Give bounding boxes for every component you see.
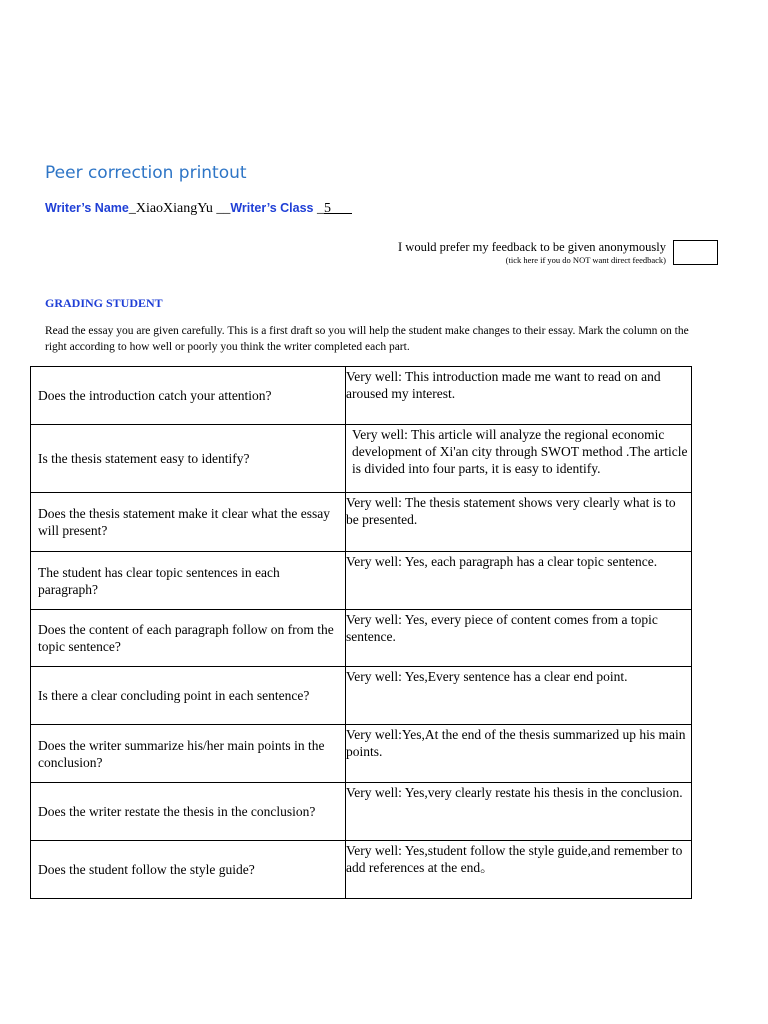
writer-name-label: Writer’s Name xyxy=(45,201,129,215)
writer-class-value: 5 xyxy=(324,201,352,216)
grading-table xyxy=(30,366,692,899)
question-cell: Does the introduction catch your attention? xyxy=(31,367,346,425)
anonymous-preference xyxy=(398,240,666,266)
question-cell: Is there a clear concluding point in each sentence? xyxy=(31,667,346,725)
question-cell: Is the thesis statement easy to identify? xyxy=(31,425,346,493)
table-row xyxy=(31,783,692,841)
page-title: Peer correction printout xyxy=(45,163,247,183)
question-cell: The student has clear topic sentences in each paragraph? xyxy=(31,552,346,610)
answer-cell[interactable]: Very well: This article will analyze the regional economic development of Xi'an city through SWOT method .The article is divided into four parts, it is easy to identify. xyxy=(346,425,692,493)
table-row xyxy=(31,425,692,493)
answer-cell[interactable]: Very well: Yes,student follow the style guide,and remember to add references at the end。 xyxy=(346,841,692,899)
table-row xyxy=(31,610,692,667)
answer-cell[interactable]: Very well:Yes,At the end of the thesis summarized up his main points. xyxy=(346,725,692,783)
writer-name-value: XiaoXiangYu xyxy=(135,201,217,216)
answer-cell[interactable]: Very well: Yes, every piece of content comes from a topic sentence. xyxy=(346,610,692,667)
question-cell: Does the content of each paragraph follow on from the topic sentence? xyxy=(31,610,346,667)
section-heading: GRADING STUDENT xyxy=(45,296,163,310)
table-row xyxy=(31,367,692,425)
question-cell: Does the student follow the style guide? xyxy=(31,841,346,899)
table-row xyxy=(31,667,692,725)
table-row xyxy=(31,552,692,610)
answer-cell[interactable]: Very well: Yes,Every sentence has a clear end point. xyxy=(346,667,692,725)
question-cell: Does the writer restate the thesis in the conclusion? xyxy=(31,783,346,841)
answer-cell[interactable]: Very well: Yes,very clearly restate his thesis in the conclusion. xyxy=(346,783,692,841)
table-row xyxy=(31,841,692,899)
table-row xyxy=(31,493,692,552)
instructions-text: Read the essay you are given carefully. This is a first draft so you will help the student make changes to their essay. Mark the column on the right according to how well or poorly you think the writer completed each part. xyxy=(45,325,689,353)
writer-class-label: Writer’s Class xyxy=(230,201,314,215)
anonymous-checkbox[interactable] xyxy=(673,240,718,265)
writer-separator: __ xyxy=(216,201,231,216)
question-cell: Does the thesis statement make it clear what the essay will present? xyxy=(31,493,346,552)
anonymous-label: I would prefer my feedback to be given anonymously xyxy=(398,240,666,254)
answer-cell[interactable]: Very well: The thesis statement shows very clearly what is to be presented. xyxy=(346,493,692,552)
answer-cell[interactable]: Very well: Yes, each paragraph has a clear topic sentence. xyxy=(346,552,692,610)
answer-cell[interactable]: Very well: This introduction made me want to read on and aroused my interest. xyxy=(346,367,692,425)
writer-info: Writer’s Name_XiaoXiangYu __Writer’s Class _5 xyxy=(45,201,352,216)
anonymous-hint: (tick here if you do NOT want direct feedback) xyxy=(505,255,666,265)
question-cell: Does the writer summarize his/her main points in the conclusion? xyxy=(31,725,346,783)
table-row xyxy=(31,725,692,783)
